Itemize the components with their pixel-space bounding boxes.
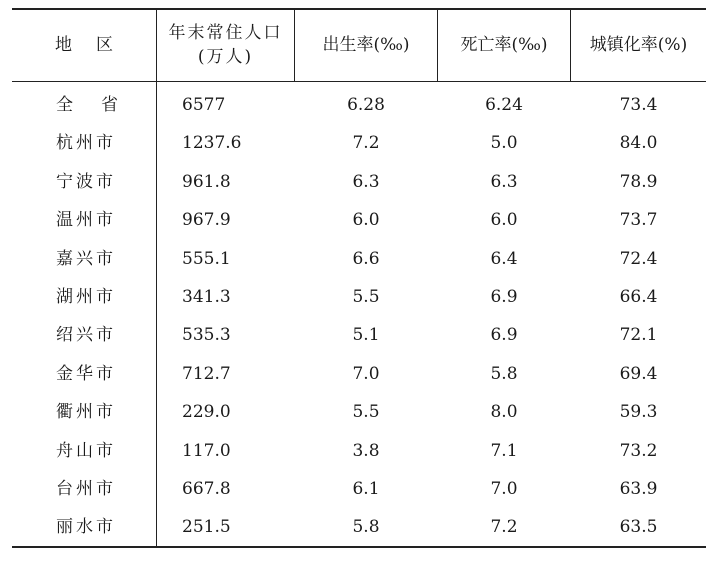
birth-rate-value: 7.2 (352, 133, 380, 154)
header-population-line1: 年末常住人口 (168, 22, 283, 43)
death-rate-value: 7.0 (490, 479, 518, 499)
birth-rate-value: 5.1 (352, 325, 380, 346)
header-birth-rate: 出生率(‰) (322, 34, 410, 55)
table-row (12, 201, 706, 240)
region-name: 温州市 (56, 210, 116, 231)
region-name: 绍兴市 (56, 325, 116, 346)
region-name: 金华市 (56, 363, 116, 384)
table-row (12, 470, 706, 509)
region-name: 衢州市 (56, 402, 116, 423)
urbanization-value: 78.9 (619, 171, 658, 192)
table-row (12, 508, 706, 547)
region-name: 宁波市 (56, 171, 116, 192)
statistics-table (12, 8, 706, 548)
table-row (12, 163, 706, 202)
region-name: 湖州市 (56, 287, 116, 307)
population-value: 535.3 (182, 325, 231, 346)
death-rate-value: 6.24 (485, 95, 523, 115)
birth-rate-value: 6.28 (347, 95, 385, 115)
population-value: 6577 (182, 95, 226, 115)
table-row (12, 86, 706, 125)
table-row (12, 355, 706, 394)
population-value: 229.0 (182, 402, 231, 423)
birth-rate-value: 3.8 (352, 440, 380, 461)
death-rate-value: 6.9 (490, 287, 518, 307)
birth-rate-value: 7.0 (352, 363, 380, 384)
region-name: 嘉兴市 (56, 248, 116, 269)
table-row (12, 278, 706, 317)
death-rate-value: 6.9 (490, 325, 518, 346)
population-value: 961.8 (182, 171, 231, 192)
population-value: 341.3 (182, 287, 231, 307)
header-region: 地区 (55, 34, 137, 55)
header-death-rate: 死亡率(‰) (460, 34, 548, 55)
death-rate-value: 7.2 (490, 517, 518, 538)
birth-rate-value: 6.6 (352, 248, 380, 269)
death-rate-value: 6.0 (490, 210, 518, 231)
table-row (12, 393, 706, 432)
death-rate-value: 6.4 (490, 248, 518, 269)
birth-rate-value: 5.8 (352, 517, 380, 538)
urbanization-value: 73.4 (619, 95, 658, 115)
population-value: 555.1 (182, 248, 231, 269)
urbanization-value: 73.7 (619, 210, 658, 231)
urbanization-value: 73.2 (619, 440, 658, 461)
header-population (157, 8, 294, 81)
urbanization-value: 72.1 (619, 325, 658, 346)
header-rule (12, 81, 706, 82)
population-value: 251.5 (182, 517, 231, 538)
urbanization-value: 72.4 (619, 248, 658, 269)
region-name: 台州市 (56, 479, 116, 499)
death-rate-value: 8.0 (490, 402, 518, 423)
urbanization-value: 84.0 (619, 133, 658, 154)
region-name: 杭州市 (56, 133, 116, 154)
birth-rate-value: 6.1 (352, 479, 380, 499)
population-value: 1237.6 (182, 133, 242, 154)
urbanization-value: 63.9 (619, 479, 658, 499)
urbanization-value: 59.3 (619, 402, 658, 423)
population-value: 667.8 (182, 479, 231, 499)
region-name: 舟山市 (56, 440, 116, 461)
death-rate-value: 5.8 (490, 363, 518, 384)
death-rate-value: 7.1 (490, 440, 518, 461)
header-population-line2: (万人) (197, 46, 254, 67)
table-row (12, 316, 706, 355)
birth-rate-value: 5.5 (352, 287, 380, 307)
population-value: 967.9 (182, 210, 231, 231)
birth-rate-value: 6.3 (352, 171, 380, 192)
table-row (12, 240, 706, 279)
birth-rate-value: 6.0 (352, 210, 380, 231)
death-rate-value: 6.3 (490, 171, 518, 192)
urbanization-value: 63.5 (619, 517, 658, 538)
death-rate-value: 5.0 (490, 133, 518, 154)
urbanization-value: 69.4 (619, 363, 658, 384)
birth-rate-value: 5.5 (352, 402, 380, 423)
population-value: 712.7 (182, 363, 231, 384)
table-row (12, 432, 706, 471)
region-name: 丽水市 (56, 517, 116, 538)
table-row (12, 124, 706, 163)
population-value: 117.0 (182, 440, 231, 461)
urbanization-value: 66.4 (619, 287, 658, 307)
region-name: 全省 (56, 95, 146, 115)
header-urbanization: 城镇化率(%) (589, 34, 688, 55)
